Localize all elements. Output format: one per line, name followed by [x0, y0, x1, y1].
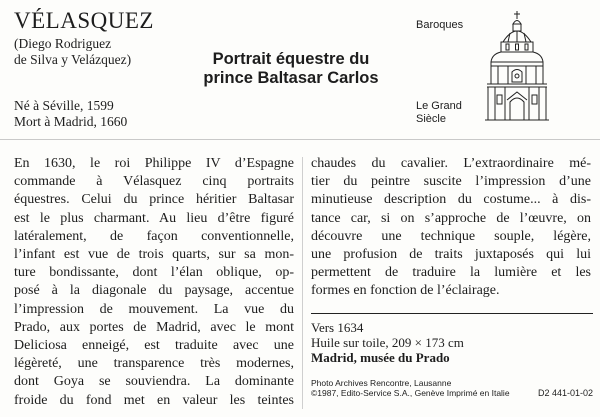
artwork-location: Madrid, musée du Prado [311, 350, 450, 365]
card-reference-code: D2 441-01-02 [537, 388, 593, 398]
header-separator [0, 139, 600, 140]
text-line: chaudes du cavalier. L’extraordinaire mé- [311, 156, 591, 171]
description-text-left [14, 155, 294, 410]
artwork-date: Vers 1634 [311, 320, 364, 335]
description-text-right [311, 155, 591, 301]
birth-info: Né à Séville, 1599 [14, 98, 114, 113]
church-facade-icon [484, 10, 550, 122]
text-line: est le plus charmant. Au lieu d’être figuré [14, 210, 294, 226]
period-label-line: Le Grand [416, 100, 462, 112]
text-line: posé à la diagonale du paysage, accentue [14, 283, 294, 299]
text-line: minutieuse description du costume... à dis- [311, 192, 591, 208]
text-line: formes en fonction de l’éclairage. [311, 283, 500, 299]
text-line: découvre une technique souple, légère, [311, 228, 591, 244]
text-line: dont Goya se souviendra. La dominante [14, 374, 294, 390]
text-line: équestres. Celui du prince héritier Baltasar [14, 192, 294, 208]
period-label-bottom [416, 100, 462, 126]
text-line: légèreté, une transparence très modernes, [14, 356, 294, 372]
text-line: une profusion de traits juxtaposés qui lui [311, 247, 591, 263]
text-line: latéralement, de façon conventionnelle, [14, 228, 294, 244]
artist-full-name [14, 36, 131, 68]
text-line: tance car, si on s’approche de l’œuvre, on [311, 210, 591, 226]
text-line: ture bondissante, dont l’élan oblique, op- [14, 265, 294, 281]
text-line: tier du peintre suscite l’impression d’une [311, 174, 591, 190]
artist-full-name-line: (Diego Rodriguez [14, 36, 112, 51]
text-line: commande à Vélasquez cinq portraits [14, 174, 294, 190]
artist-name: VÉLASQUEZ [14, 8, 154, 33]
text-line: Deliciosa enneigé, est traduite avec une [14, 338, 294, 354]
artist-full-name-line: de Silva y Velázquez) [14, 52, 132, 67]
photo-credit: Photo Archives Rencontre, Lausanne [311, 378, 452, 388]
death-info: Mort à Madrid, 1660 [14, 113, 128, 129]
period-label-top: Baroques [416, 19, 464, 31]
period-label-line: Siècle [416, 113, 446, 125]
credits [311, 378, 593, 398]
artwork-title-line: prince Baltasar Carlos [203, 68, 379, 87]
text-line: En 1630, le roi Philippe IV d’Espagne [14, 156, 294, 171]
text-line: l’infant est vue de trois quarts, sur sa mon- [14, 247, 294, 263]
artwork-title [176, 50, 406, 87]
artwork-medium: Huile sur toile, 209 × 173 cm [311, 335, 464, 350]
text-line: permettent de traduire la lumière et les [311, 265, 591, 281]
artwork-title-line: Portrait équestre du [212, 50, 370, 68]
artist-dates [14, 98, 127, 129]
copyright-notice: ©1987, Edito-Service S.A., Genève Imprimé en Italie [311, 388, 510, 398]
artwork-caption [311, 320, 464, 365]
caption-separator [311, 313, 593, 314]
column-divider [302, 157, 303, 409]
text-line: l’impression de mouvement. La vue du [14, 301, 294, 317]
text-line: froide du fond met en valeur les teintes [14, 392, 294, 408]
text-line: Prado, aux portes de Madrid, avec le mont [14, 319, 294, 335]
